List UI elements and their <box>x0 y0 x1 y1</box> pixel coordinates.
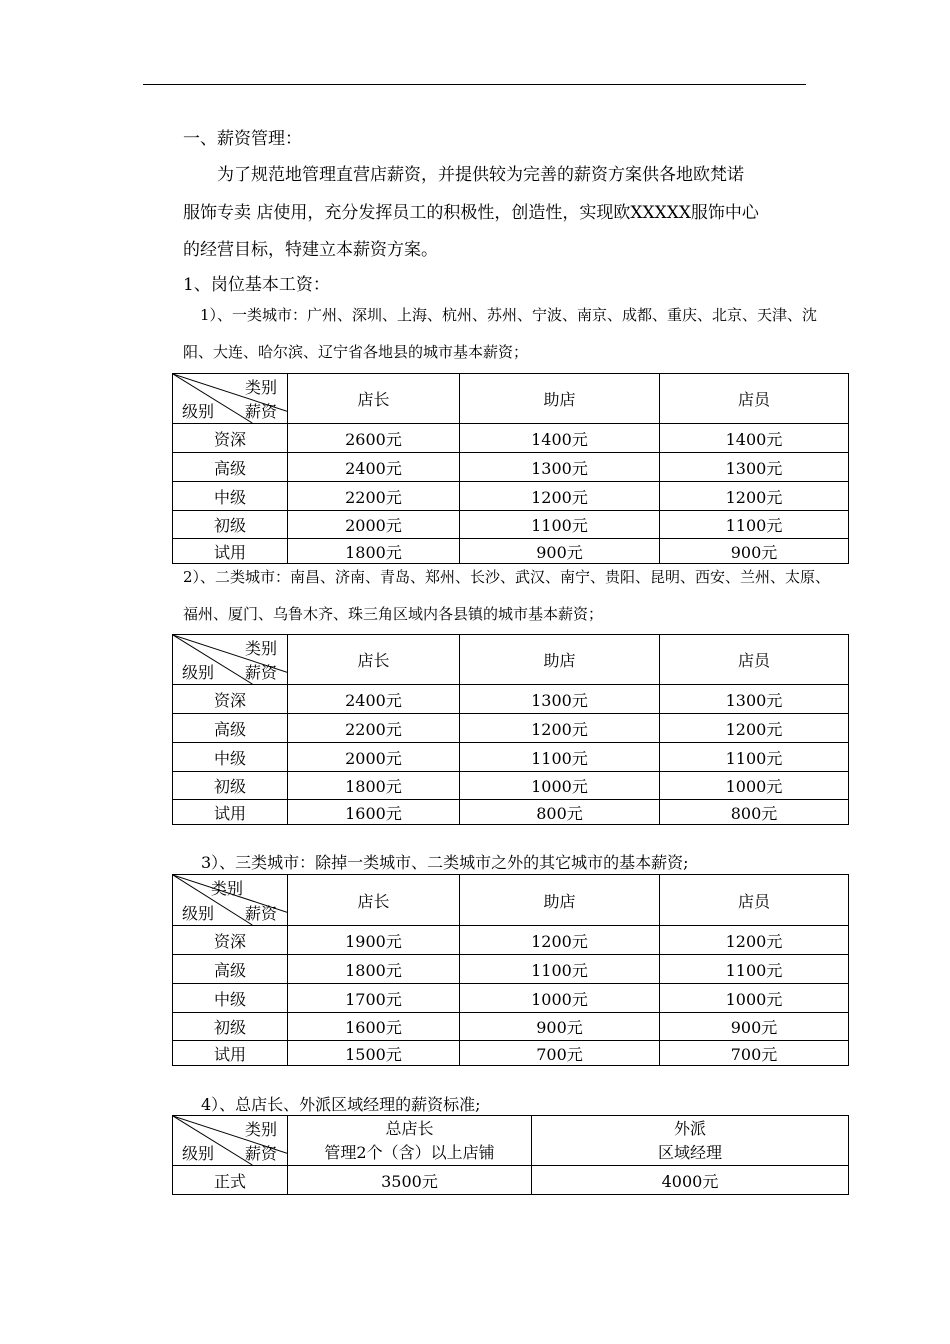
diagonal-header-cell <box>173 635 288 685</box>
table-row <box>173 453 849 482</box>
salary-cell: 900元 <box>460 1013 660 1041</box>
diag-salary-label: 薪资 <box>244 663 277 682</box>
tier3-desc: 3）、三类城市：除掉一类城市、二类城市之外的其它城市的基本薪资; <box>201 853 689 872</box>
level-cell: 高级 <box>173 955 288 984</box>
salary-cell: 1200元 <box>660 926 849 955</box>
table-row <box>173 984 849 1013</box>
level-cell: 资深 <box>173 685 288 714</box>
subsection-title: 1、岗位基本工资： <box>183 275 330 295</box>
salary-cell: 900元 <box>460 539 660 564</box>
salary-cell: 1600元 <box>288 800 460 825</box>
salary-cell: 1900元 <box>288 926 460 955</box>
table-row <box>173 1013 849 1041</box>
level-cell: 正式 <box>173 1166 288 1195</box>
header-line: 管理2个（含）以上店铺 <box>324 1142 495 1162</box>
tier3-salary-table <box>172 874 849 1066</box>
level-cell: 初级 <box>173 772 288 800</box>
diag-level-label: 级别 <box>182 402 215 421</box>
diagonal-header-cell <box>173 875 288 926</box>
header-line: 外派 <box>673 1118 706 1138</box>
salary-cell: 1200元 <box>660 714 849 743</box>
table-row <box>173 772 849 800</box>
salary-cell: 1800元 <box>288 772 460 800</box>
salary-cell: 1500元 <box>288 1041 460 1066</box>
table-row <box>173 511 849 539</box>
table-row <box>173 1166 849 1195</box>
salary-cell: 700元 <box>660 1041 849 1066</box>
level-cell: 资深 <box>173 926 288 955</box>
table-row <box>173 685 849 714</box>
level-cell: 初级 <box>173 1013 288 1041</box>
salary-cell: 1400元 <box>660 424 849 453</box>
header-rule <box>143 84 806 85</box>
salary-cell: 1200元 <box>460 714 660 743</box>
salary-cell: 900元 <box>660 539 849 564</box>
tier4-desc: 4）、总店长、外派区域经理的薪资标准; <box>201 1095 481 1114</box>
salary-cell: 2200元 <box>288 482 460 511</box>
column-header: 店长 <box>288 374 460 424</box>
header-line: 区域经理 <box>657 1142 722 1162</box>
salary-cell: 1200元 <box>660 482 849 511</box>
salary-cell: 900元 <box>660 1013 849 1041</box>
column-header-general-manager <box>288 1116 532 1166</box>
salary-cell: 1100元 <box>660 743 849 772</box>
salary-cell: 1100元 <box>660 511 849 539</box>
column-header: 店员 <box>660 635 849 685</box>
diag-salary-label: 薪资 <box>244 904 277 923</box>
column-header-regional-manager <box>532 1116 849 1166</box>
salary-cell: 3500元 <box>288 1166 532 1195</box>
salary-cell: 1400元 <box>460 424 660 453</box>
salary-cell: 1300元 <box>460 685 660 714</box>
intro-line-3: 的经营目标，特建立本薪资方案。 <box>183 240 438 260</box>
intro-line-1: 为了规范地管理直营店薪资，并提供较为完善的薪资方案供各地欧梵诺 <box>217 165 744 185</box>
table-row <box>173 800 849 825</box>
salary-cell: 1000元 <box>460 984 660 1013</box>
salary-cell: 1200元 <box>460 926 660 955</box>
salary-cell: 2000元 <box>288 743 460 772</box>
level-cell: 试用 <box>173 800 288 825</box>
table-row <box>173 1041 849 1066</box>
salary-cell: 800元 <box>660 800 849 825</box>
tier1-desc-line-2: 阳、大连、哈尔滨、辽宁省各地县的城市基本薪资； <box>183 343 529 361</box>
salary-cell: 2000元 <box>288 511 460 539</box>
salary-cell: 2600元 <box>288 424 460 453</box>
intro-line-2: 服饰专卖 店使用，充分发挥员工的积极性，创造性，实现欧XXXXX服饰中心 <box>183 203 759 223</box>
diag-level-label: 级别 <box>182 663 215 682</box>
level-cell: 中级 <box>173 743 288 772</box>
table-row <box>173 743 849 772</box>
salary-cell: 2200元 <box>288 714 460 743</box>
diag-level-label: 级别 <box>182 1144 215 1163</box>
column-header: 店长 <box>288 635 460 685</box>
header-line: 总店长 <box>385 1118 434 1138</box>
salary-cell: 1000元 <box>660 984 849 1013</box>
salary-cell: 2400元 <box>288 685 460 714</box>
column-header: 店长 <box>288 875 460 926</box>
table-row <box>173 424 849 453</box>
salary-cell: 1800元 <box>288 955 460 984</box>
diag-category-label: 类别 <box>244 639 277 658</box>
diag-category-label: 类别 <box>244 378 277 397</box>
tier1-salary-table <box>172 373 849 564</box>
level-cell: 高级 <box>173 714 288 743</box>
diagonal-header-cell <box>173 374 288 424</box>
salary-cell: 2400元 <box>288 453 460 482</box>
diag-category-label: 类别 <box>244 1120 277 1139</box>
column-header: 店员 <box>660 374 849 424</box>
diag-category-label: 类别 <box>211 879 244 898</box>
level-cell: 试用 <box>173 539 288 564</box>
table-row <box>173 926 849 955</box>
level-cell: 高级 <box>173 453 288 482</box>
diag-salary-label: 薪资 <box>244 402 277 421</box>
salary-cell: 1700元 <box>288 984 460 1013</box>
salary-cell: 1300元 <box>660 453 849 482</box>
salary-cell: 1000元 <box>660 772 849 800</box>
table-row <box>173 955 849 984</box>
tier1-desc-line-1: 1）、一类城市：广州、深圳、上海、杭州、苏州、宁波、南京、成都、重庆、北京、天津、沈 <box>200 306 818 324</box>
level-cell: 中级 <box>173 482 288 511</box>
level-cell: 试用 <box>173 1041 288 1066</box>
column-header: 助店 <box>460 875 660 926</box>
salary-cell: 1600元 <box>288 1013 460 1041</box>
salary-cell: 4000元 <box>532 1166 849 1195</box>
salary-cell: 1100元 <box>460 955 660 984</box>
level-cell: 初级 <box>173 511 288 539</box>
tier4-salary-table <box>172 1115 849 1195</box>
salary-cell: 1000元 <box>460 772 660 800</box>
table-row <box>173 539 849 564</box>
column-header: 助店 <box>460 374 660 424</box>
column-header: 店员 <box>660 875 849 926</box>
diagonal-header-cell <box>173 1116 288 1166</box>
salary-cell: 1100元 <box>460 743 660 772</box>
level-cell: 中级 <box>173 984 288 1013</box>
salary-cell: 1300元 <box>460 453 660 482</box>
table-row <box>173 714 849 743</box>
diag-level-label: 级别 <box>182 904 215 923</box>
column-header: 助店 <box>460 635 660 685</box>
salary-cell: 1800元 <box>288 539 460 564</box>
salary-cell: 1100元 <box>460 511 660 539</box>
salary-cell: 1300元 <box>660 685 849 714</box>
salary-cell: 1100元 <box>660 955 849 984</box>
table-row <box>173 482 849 511</box>
salary-cell: 800元 <box>460 800 660 825</box>
level-cell: 资深 <box>173 424 288 453</box>
salary-cell: 1200元 <box>460 482 660 511</box>
tier2-salary-table <box>172 634 849 825</box>
salary-cell: 700元 <box>460 1041 660 1066</box>
section-title: 一、薪资管理： <box>183 129 302 149</box>
diag-salary-label: 薪资 <box>244 1144 277 1163</box>
tier2-desc-line-1: 2）、二类城市：南昌、济南、青岛、郑州、长沙、武汉、南宁、贵阳、昆明、西安、兰州、太原、 <box>183 568 831 586</box>
tier2-desc-line-2: 福州、厦门、乌鲁木齐、珠三角区域内各县镇的城市基本薪资； <box>183 605 604 623</box>
